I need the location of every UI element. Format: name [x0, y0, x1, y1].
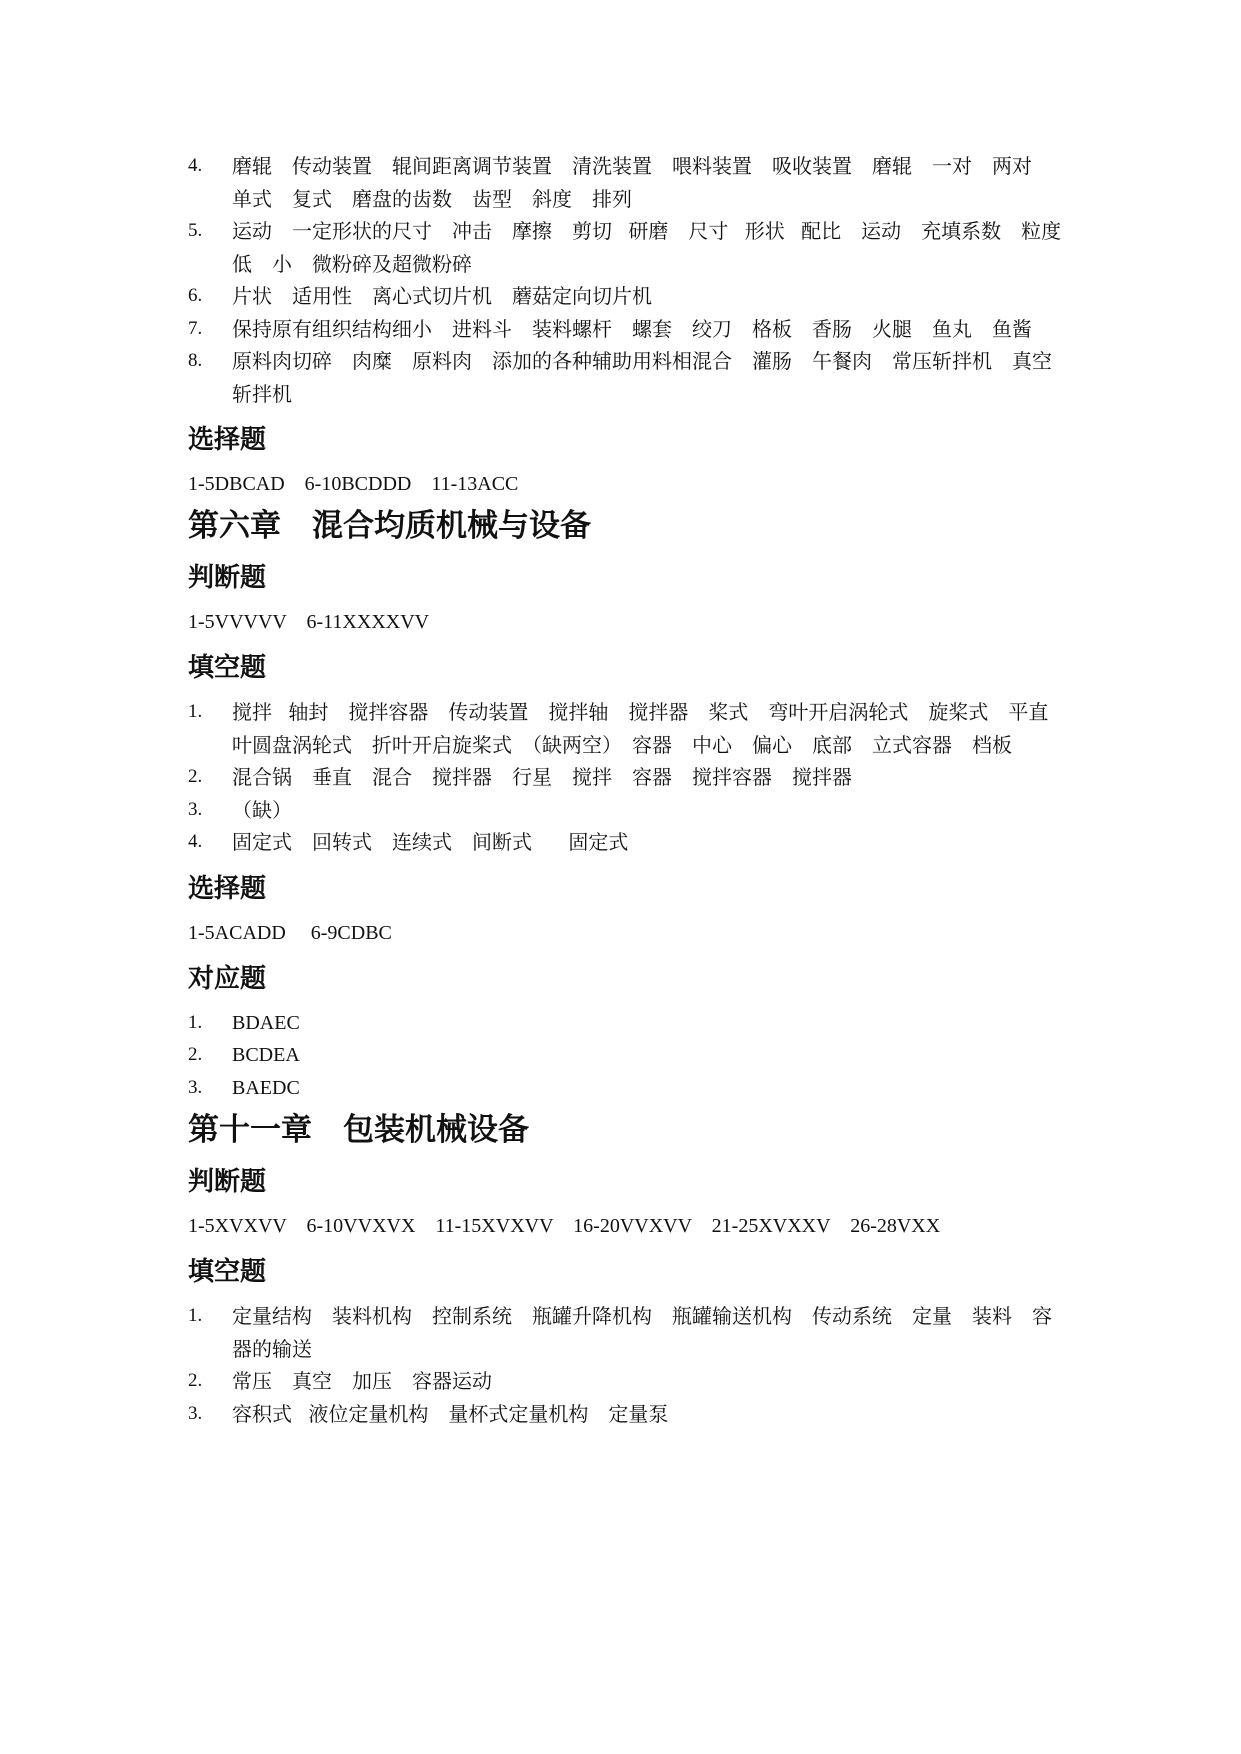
- section-heading-judge: 判断题: [188, 1167, 267, 1197]
- list-item: [188, 1072, 1068, 1105]
- item-number: 7.: [188, 317, 203, 339]
- fill-list: [188, 696, 1068, 859]
- item-text: 常压 真空 加压 容器运动: [232, 1369, 492, 1393]
- list-item: [188, 1365, 1068, 1398]
- item-number: 2.: [188, 1044, 203, 1065]
- item-text: 保持原有组织结构细小 进料斗 装料螺杆 螺套 绞刀 格板 香肠 火腿 鱼丸 鱼酱: [232, 316, 1032, 341]
- list-item: [188, 1007, 1068, 1040]
- item-text: 定量结构 装料机构 控制系统 瓶罐升降机构 瓶罐输送机构 传动系统 定量 装料 容器的输送: [232, 1304, 1052, 1361]
- item-number: 3.: [188, 1076, 203, 1098]
- list-item: [188, 280, 1068, 313]
- item-text: 磨辊 传动装置 辊间距离调节装置 清洗装置 喂料装置 吸收装置 磨辊 一对 两对 单式 复式 磨盘的齿数 齿型 斜度 排列: [232, 154, 1052, 211]
- list-item: [188, 761, 1068, 794]
- item-number: 4.: [188, 831, 203, 852]
- list-item: [188, 1300, 1068, 1365]
- choice-answers: 1-5ACADD 6-9CDBC: [188, 921, 392, 944]
- item-text: 容积式 液位定量机构 量杯式定量机构 定量泵: [232, 1401, 669, 1426]
- chapter-title: 第六章 混合均质机械与设备: [188, 508, 591, 544]
- list-item: [188, 1398, 1068, 1431]
- section-heading-choice: 选择题: [188, 873, 267, 904]
- item-number: 5.: [188, 220, 203, 241]
- item-number: 2.: [188, 766, 203, 787]
- item-number: 1.: [188, 701, 203, 722]
- item-number: 3.: [188, 1402, 203, 1424]
- chapter-title: 第十一章 包装机械设备: [188, 1112, 529, 1148]
- list-item: [188, 794, 1068, 827]
- list-item: [188, 345, 1068, 410]
- fill-list-continued: [188, 150, 1082, 410]
- item-number: 4.: [188, 155, 203, 176]
- section-heading-fill: 填空题: [188, 653, 267, 683]
- item-text: 搅拌 轴封 搅拌容器 传动装置 搅拌轴 搅拌器 桨式 弯叶开启涡轮式 旋桨式 平直叶圆盘涡轮式 折叶开启旋桨式 （缺两空） 容器 中心 偏心 底部 立式容器 档板: [232, 700, 1049, 757]
- item-number: 2.: [188, 1370, 203, 1391]
- fill-list: [188, 1300, 1068, 1430]
- item-text: 原料肉切碎 肉糜 原料肉 添加的各种辅助用料相混合 灌肠 午餐肉 常压斩拌机 真空斩拌机: [232, 349, 1052, 406]
- section-heading-match: 对应题: [188, 963, 267, 994]
- item-number: 8.: [188, 350, 203, 371]
- judge-answers: 1-5XVXVV 6-10VVXVX 11-15XVXVV 16-20VVXVV 21-25XVXXV 26-28VXX: [188, 1215, 941, 1237]
- list-item: [188, 313, 1068, 346]
- item-text: BCDEA: [232, 1044, 300, 1066]
- item-number: 1.: [188, 1011, 203, 1033]
- item-number: 6.: [188, 285, 203, 306]
- item-text: 混合锅 垂直 混合 搅拌器 行星 搅拌 容器 搅拌容器 搅拌器: [232, 765, 852, 789]
- page-content: [188, 150, 1082, 1430]
- item-number: 1.: [188, 1305, 203, 1326]
- item-text: 固定式 回转式 连续式 间断式 固定式: [232, 830, 629, 854]
- list-item: [188, 1039, 1068, 1072]
- list-item: [188, 215, 1082, 280]
- item-text: 片状 适用性 离心式切片机 蘑菇定向切片机: [232, 284, 652, 308]
- match-list: [188, 1007, 1068, 1105]
- section-heading-fill: 填空题: [188, 1257, 267, 1287]
- list-item: [188, 150, 1068, 215]
- list-item: [188, 826, 1068, 859]
- section-heading-judge: 判断题: [188, 563, 267, 593]
- choice-answers: 1-5DBCAD 6-10BCDDD 11-13ACC: [188, 473, 519, 495]
- item-text: BDAEC: [232, 1011, 300, 1034]
- item-text: 运动 一定形状的尺寸 冲击 摩擦 剪切 研磨 尺寸 形状 配比 运动 充填系数 粒度 低 小 微粉碎及超微粉碎: [232, 219, 1082, 276]
- item-text: （缺）: [232, 797, 292, 822]
- item-text: BAEDC: [232, 1076, 300, 1099]
- item-number: 3.: [188, 798, 203, 820]
- section-heading-choice: 选择题: [188, 425, 267, 455]
- list-item: [188, 696, 1068, 761]
- judge-answers: 1-5VVVVV 6-11XXXXVV: [188, 611, 430, 633]
